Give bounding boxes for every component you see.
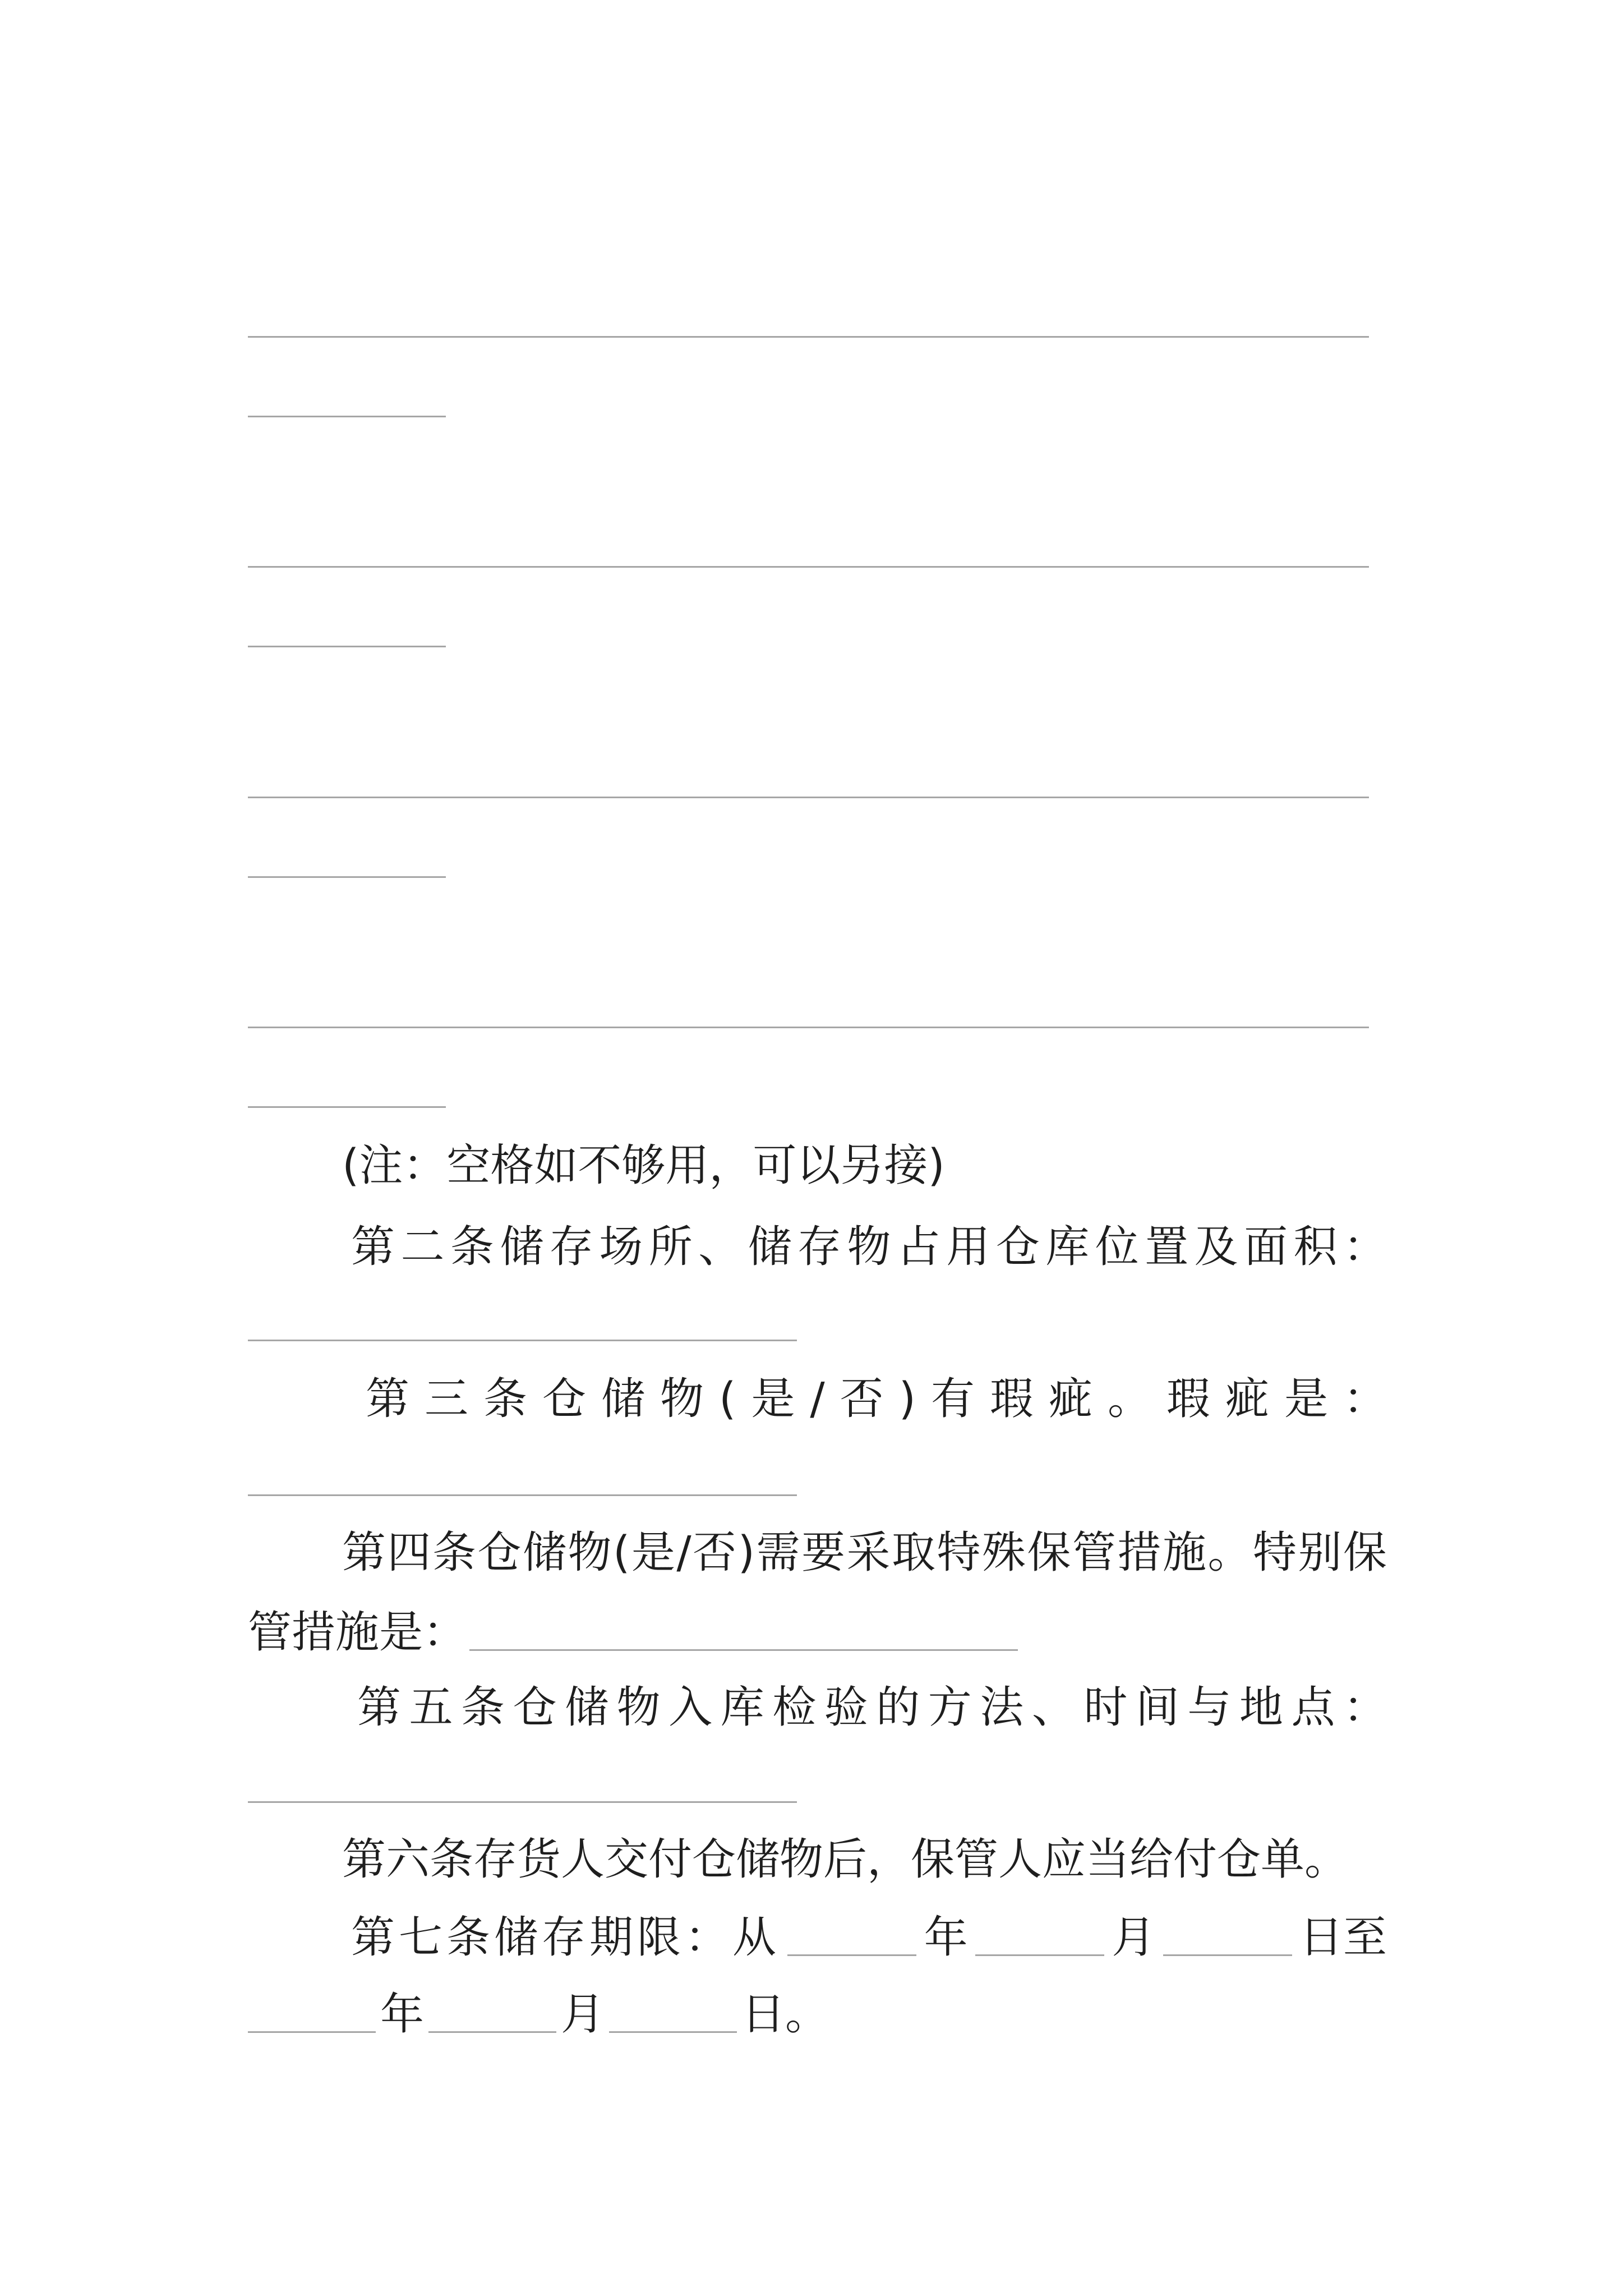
blank-writing-line xyxy=(248,336,1369,338)
article-2-blank-line xyxy=(248,1340,797,1341)
from-day-to-text: 日至 xyxy=(1299,1912,1387,1963)
to-year-blank-field xyxy=(248,2031,376,2033)
from-year-blank-field xyxy=(787,1954,916,1956)
blank-writing-line-continuation xyxy=(248,416,446,417)
article-4-line-2 xyxy=(248,1604,1018,1660)
note-text: (注：空格如不够用，可以另接) xyxy=(342,1140,945,1191)
from-month-unit: 月 xyxy=(1112,1912,1156,1963)
blank-writing-line xyxy=(248,797,1369,798)
blank-writing-line xyxy=(248,566,1369,568)
to-month-unit: 月 xyxy=(561,1989,605,2040)
article-3-blank-line xyxy=(248,1494,797,1496)
article-7-line-1 xyxy=(351,1910,1387,1966)
article-4-text-line-2: 管措施是： xyxy=(248,1607,467,1658)
article-7-lead-text: 第七条储存期限：从 xyxy=(351,1912,781,1963)
article-4-blank-field xyxy=(469,1649,1018,1651)
blank-writing-line-continuation xyxy=(248,1106,446,1108)
article-4-text-line-1: 第四条仓储物(是/否)需要采取特殊保管措施。特别保 xyxy=(342,1527,1387,1578)
from-month-blank-field xyxy=(975,1954,1104,1956)
to-month-blank-field xyxy=(428,2031,556,2033)
article-2-text: 第二条储存场所、储存物占用仓库位置及面积： xyxy=(351,1222,1387,1272)
blank-writing-line xyxy=(248,1027,1369,1028)
to-day-blank-field xyxy=(609,2031,737,2033)
blank-writing-line-continuation xyxy=(248,876,446,878)
to-year-unit: 年 xyxy=(380,1989,425,2040)
article-7-line-2 xyxy=(248,1986,829,2042)
from-day-blank-field xyxy=(1163,1954,1292,1956)
article-6-text: 第六条存货人交付仓储物后，保管人应当给付仓单。 xyxy=(342,1834,1349,1885)
article-5-text: 第五条仓储物入库检验的方法、时间与地点： xyxy=(357,1682,1387,1733)
article-3-text: 第三条仓储物(是/否)有瑕疵。瑕疵是： xyxy=(366,1374,1387,1424)
blank-writing-line-continuation xyxy=(248,646,446,647)
to-day-end-text: 日。 xyxy=(741,1989,829,2040)
from-year-unit: 年 xyxy=(924,1912,968,1963)
article-5-blank-line xyxy=(248,1801,797,1803)
